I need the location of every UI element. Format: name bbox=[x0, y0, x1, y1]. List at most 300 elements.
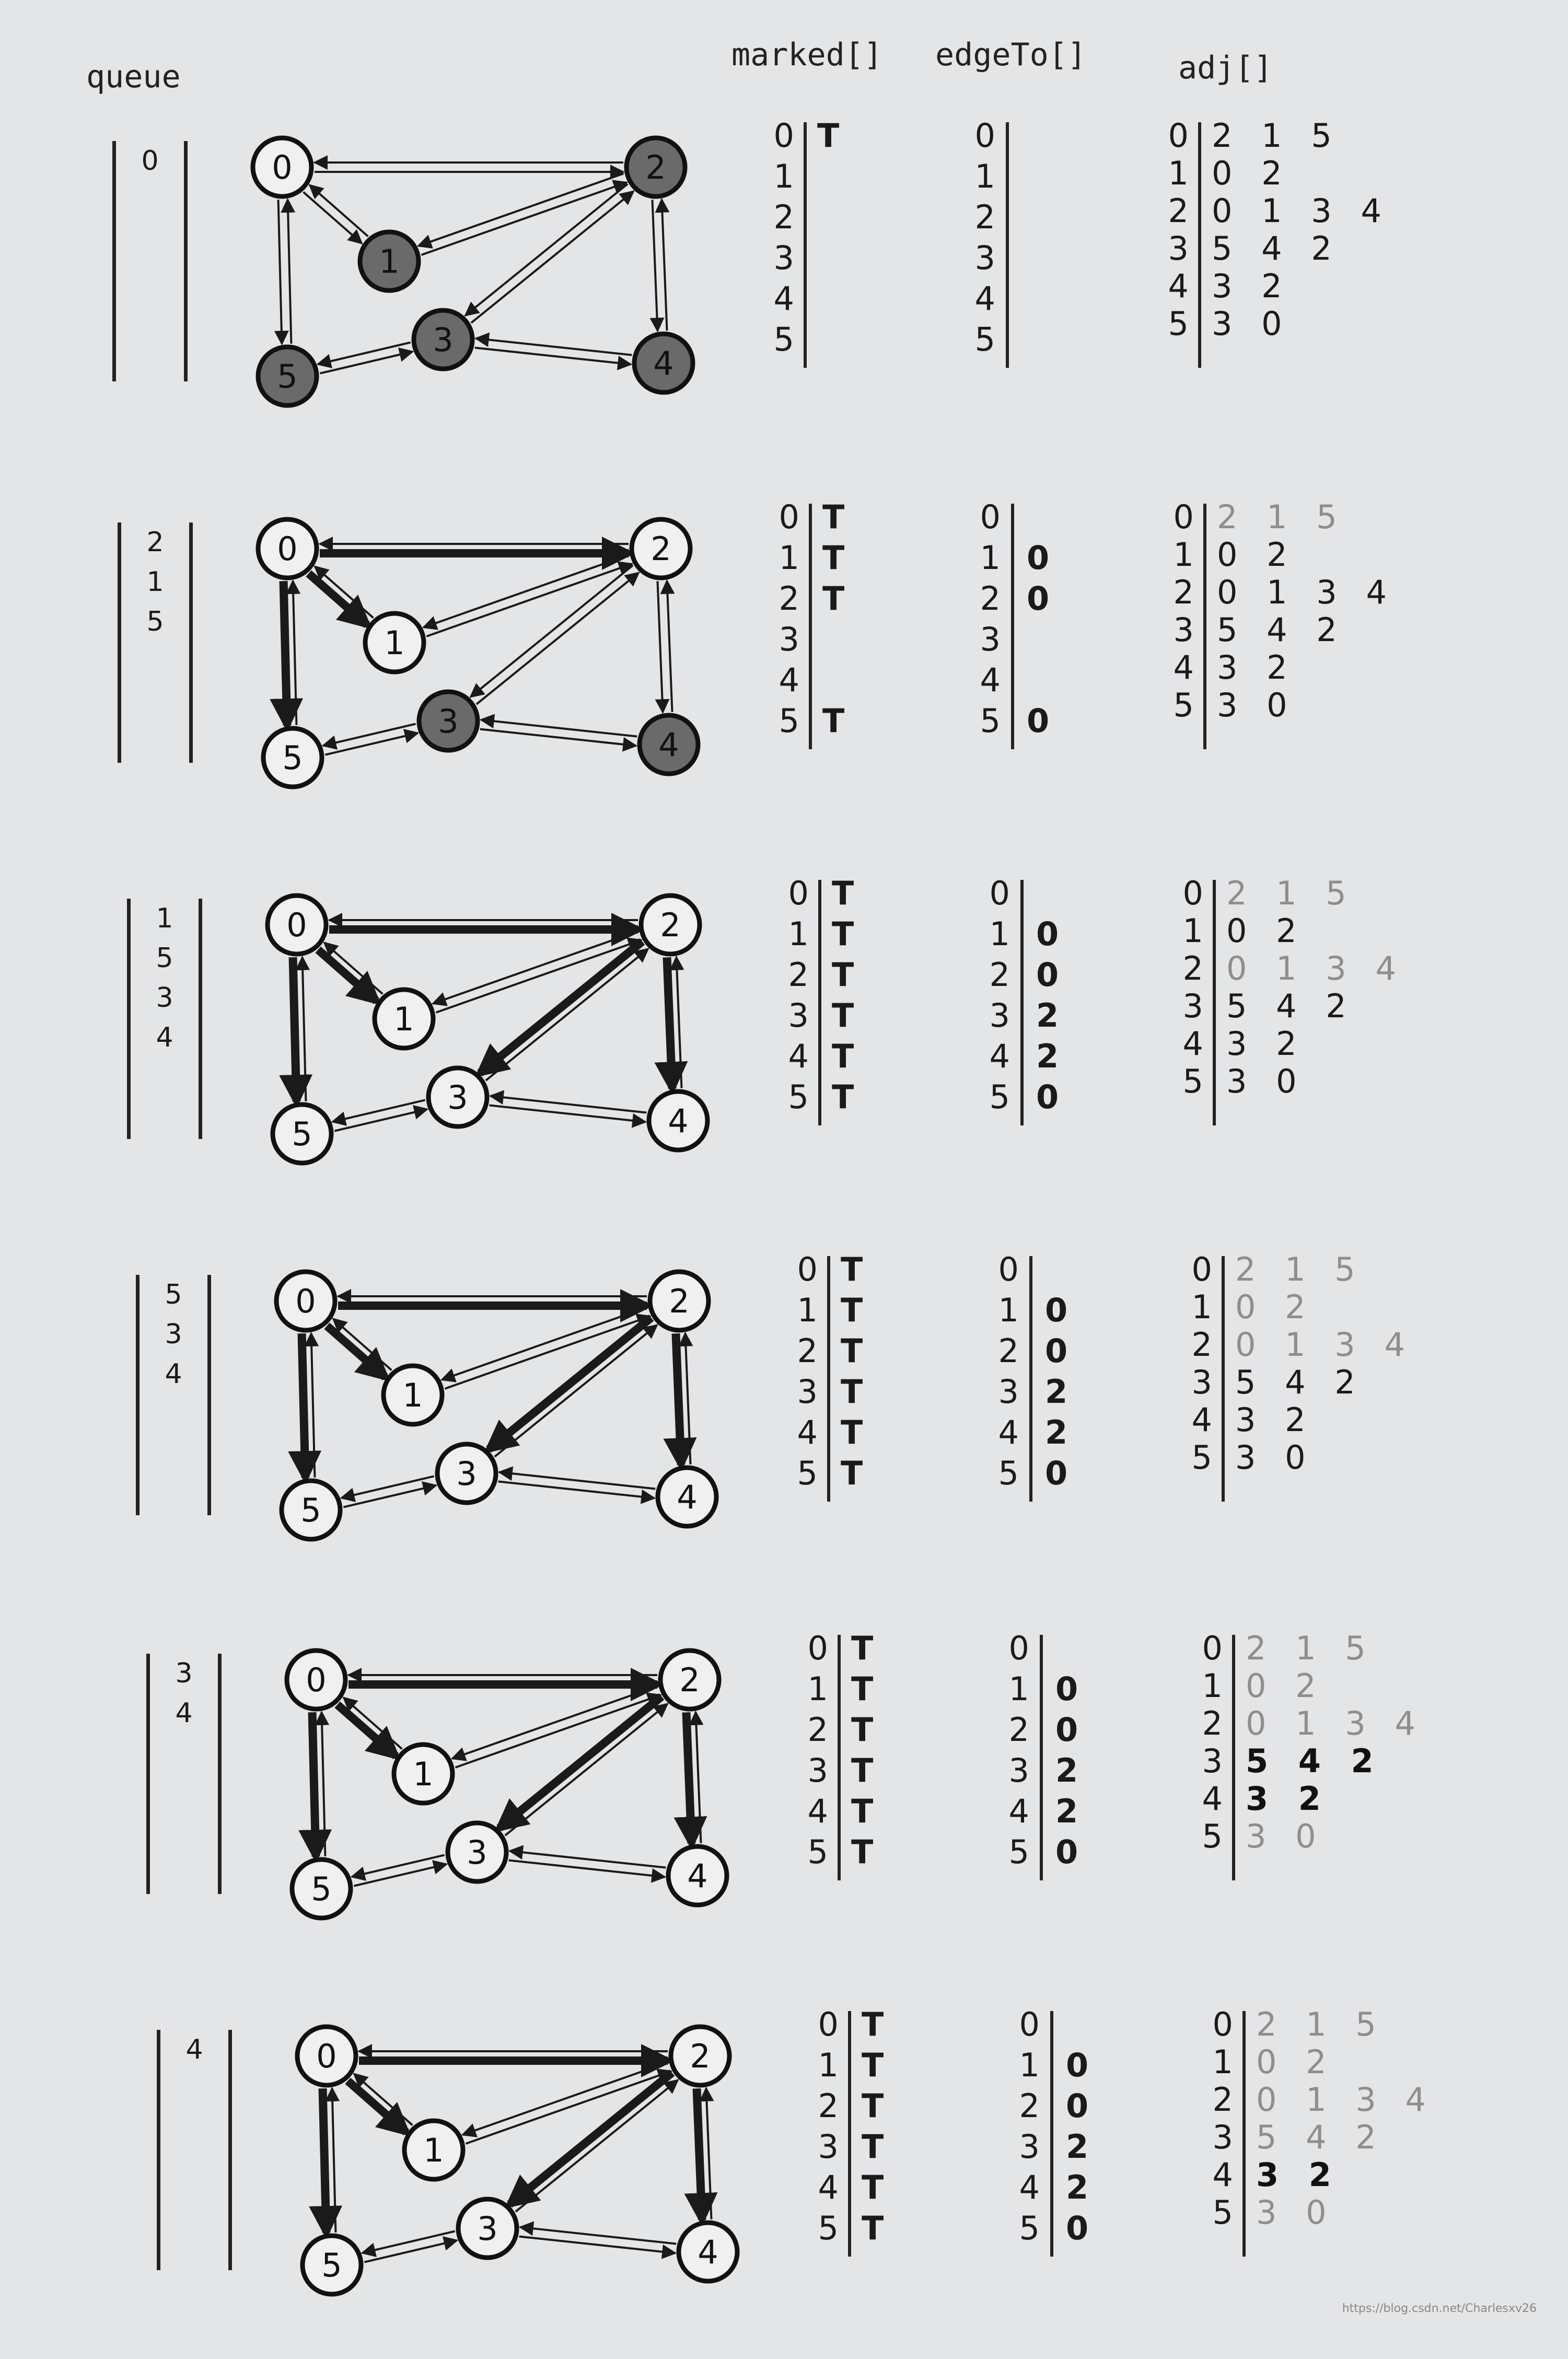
marked-row bbox=[807, 2004, 912, 2046]
row-index: 2 bbox=[773, 198, 794, 236]
edge-arrow bbox=[667, 581, 672, 712]
edgeto-value: 0 bbox=[1055, 1670, 1078, 1708]
edgeto-row bbox=[988, 1289, 1102, 1331]
marked-row bbox=[763, 278, 867, 320]
adj-list: 3 2 bbox=[1217, 648, 1297, 687]
edgeto-value: 2 bbox=[1066, 2128, 1089, 2166]
graph-node-label: 1 bbox=[379, 242, 400, 281]
edge-arrow bbox=[519, 2237, 676, 2253]
adj-list: 3 0 bbox=[1212, 305, 1292, 343]
edge-arrow bbox=[304, 192, 362, 243]
marked-value: T bbox=[862, 2209, 884, 2247]
marked-row bbox=[786, 1330, 891, 1372]
row-index: 1 bbox=[779, 539, 799, 577]
marked-value: T bbox=[862, 2087, 884, 2125]
adj-list: 0 2 bbox=[1212, 154, 1292, 192]
row-index: 5 bbox=[1202, 1817, 1223, 1855]
row-index: 3 bbox=[1191, 1363, 1212, 1401]
marked-row bbox=[763, 237, 867, 279]
edge-arrow bbox=[309, 574, 367, 625]
row-index: 5 bbox=[1008, 1833, 1029, 1871]
row-index: 3 bbox=[998, 1373, 1019, 1411]
row-index: 5 bbox=[1173, 686, 1194, 724]
marked-value: T bbox=[822, 498, 845, 536]
row-index: 0 bbox=[1212, 2005, 1233, 2043]
marked-value: T bbox=[832, 996, 854, 1035]
edge-arrow bbox=[509, 2073, 672, 2204]
adj-list: 3 0 bbox=[1235, 1438, 1315, 1477]
edge-arrow bbox=[676, 957, 681, 1088]
row-index: 5 bbox=[1168, 305, 1189, 343]
edgeto-value: 0 bbox=[1045, 1454, 1068, 1492]
adj-row bbox=[1172, 1061, 1444, 1102]
row-index: 5 bbox=[797, 1454, 818, 1492]
graph-node-label: 2 bbox=[645, 148, 666, 187]
adj-row bbox=[1163, 534, 1434, 576]
edge-arrow bbox=[322, 1712, 326, 1856]
edge-arrow bbox=[685, 1333, 690, 1465]
row-index: 2 bbox=[1182, 949, 1203, 987]
row-index: 2 bbox=[1173, 573, 1194, 611]
edge-arrow bbox=[362, 2231, 455, 2253]
edgeto-row bbox=[964, 196, 1079, 238]
edgeto-value: 0 bbox=[1036, 1078, 1059, 1116]
adj-table bbox=[1202, 2004, 1473, 2265]
edgeto-row bbox=[1008, 2044, 1123, 2086]
marked-value: T bbox=[851, 1751, 874, 1789]
edge-arrow bbox=[491, 1096, 647, 1113]
queue-item: 4 bbox=[165, 1358, 182, 1390]
adj-list: 2 1 5 bbox=[1256, 2005, 1386, 2043]
row-index: 2 bbox=[974, 198, 995, 236]
adj-list: 3 0 bbox=[1226, 1062, 1306, 1100]
edgeto-row bbox=[1008, 2085, 1123, 2127]
marked-row bbox=[786, 1249, 891, 1291]
adj-row bbox=[1172, 873, 1444, 914]
marked-row bbox=[786, 1412, 891, 1454]
edgeto-value: 2 bbox=[1055, 1751, 1078, 1789]
row-index: 1 bbox=[807, 1670, 828, 1708]
marked-value: T bbox=[841, 1250, 863, 1288]
edge-arrow bbox=[354, 1864, 446, 1886]
marked-row bbox=[807, 2044, 912, 2086]
row-index: 2 bbox=[797, 1332, 818, 1370]
row-index: 3 bbox=[980, 620, 1001, 658]
edgeto-row bbox=[998, 1709, 1113, 1751]
marked-table bbox=[797, 1628, 901, 1889]
adj-row bbox=[1191, 1778, 1463, 1820]
row-index: 4 bbox=[797, 1413, 818, 1451]
graph-node-label: 5 bbox=[292, 1115, 312, 1153]
graph-node-label: 5 bbox=[300, 1491, 321, 1529]
graph-node-label: 0 bbox=[295, 1282, 316, 1320]
adj-row bbox=[1181, 1249, 1453, 1291]
edgeto-value: 0 bbox=[1066, 2209, 1089, 2247]
graph-node-label: 2 bbox=[660, 906, 681, 944]
adj-row bbox=[1202, 2192, 1473, 2234]
edge-arrow bbox=[352, 1855, 444, 1877]
edgeto-table bbox=[988, 1249, 1102, 1510]
adj-list: 5 4 2 bbox=[1235, 1363, 1365, 1401]
marked-table bbox=[807, 2004, 912, 2265]
queue-item: 0 bbox=[141, 145, 159, 177]
adj-list: 2 1 5 bbox=[1212, 117, 1341, 155]
graph-node-label: 1 bbox=[402, 1376, 423, 1414]
marked-value: T bbox=[822, 702, 845, 740]
queue-item: 3 bbox=[156, 982, 173, 1014]
edge-arrow bbox=[338, 1705, 396, 1756]
edge-arrow bbox=[303, 957, 306, 1101]
row-index: 0 bbox=[989, 874, 1010, 912]
adj-list: 0 2 bbox=[1226, 912, 1306, 950]
row-index: 0 bbox=[974, 117, 995, 155]
marked-row bbox=[768, 578, 873, 620]
row-index: 0 bbox=[998, 1250, 1019, 1288]
queue-item: 4 bbox=[156, 1022, 173, 1053]
row-index: 0 bbox=[1173, 498, 1194, 536]
edge-arrow bbox=[490, 1106, 646, 1122]
queue-item: 5 bbox=[165, 1279, 182, 1310]
edge-arrow bbox=[499, 1696, 661, 1828]
graph-node-label: 3 bbox=[477, 2210, 498, 2248]
adj-list: 0 2 bbox=[1235, 1288, 1315, 1326]
marked-value: T bbox=[851, 1670, 874, 1708]
adj-table bbox=[1181, 1249, 1453, 1510]
adj-list: 2 1 5 bbox=[1217, 498, 1346, 536]
edgeto-row bbox=[988, 1412, 1102, 1454]
row-index: 1 bbox=[974, 157, 995, 195]
row-index: 2 bbox=[998, 1332, 1019, 1370]
adj-row bbox=[1163, 647, 1434, 689]
row-index: 2 bbox=[989, 956, 1010, 994]
edge-arrow bbox=[302, 1333, 306, 1478]
row-index: 0 bbox=[788, 874, 809, 912]
adj-row bbox=[1157, 265, 1429, 307]
edgeto-value: 0 bbox=[1066, 2046, 1089, 2084]
row-index: 0 bbox=[1202, 1629, 1223, 1667]
edge-arrow bbox=[455, 1695, 660, 1768]
row-index: 1 bbox=[1182, 912, 1203, 950]
row-index: 1 bbox=[788, 915, 809, 953]
adj-list: 3 0 bbox=[1246, 1817, 1326, 1855]
graph-node-label: 0 bbox=[316, 2037, 337, 2075]
adj-list: 0 1 3 4 bbox=[1212, 192, 1391, 230]
graph-node-label: 3 bbox=[438, 702, 459, 740]
edge-arrow bbox=[466, 2071, 671, 2144]
row-index: 0 bbox=[1168, 117, 1189, 155]
marked-row bbox=[797, 1750, 901, 1792]
queue-item: 5 bbox=[146, 606, 164, 637]
edgeto-value: 2 bbox=[1045, 1373, 1068, 1411]
graph-diagram bbox=[44, 1904, 718, 2284]
edgeto-value: 2 bbox=[1055, 1792, 1078, 1830]
adj-row bbox=[1202, 2117, 1473, 2158]
marked-value: T bbox=[851, 1792, 874, 1830]
edge-arrow bbox=[364, 2240, 457, 2262]
marked-row bbox=[768, 659, 873, 701]
row-index: 1 bbox=[1173, 536, 1194, 574]
adj-list: 0 2 bbox=[1246, 1667, 1326, 1705]
adj-row bbox=[1163, 609, 1434, 651]
edge-arrow bbox=[421, 182, 626, 255]
edgeto-row bbox=[988, 1371, 1102, 1413]
graph-node-label: 2 bbox=[669, 1282, 690, 1320]
edgeto-row bbox=[979, 913, 1094, 955]
adj-list: 3 2 bbox=[1246, 1780, 1330, 1818]
edge-arrow bbox=[489, 1318, 651, 1449]
marked-value: T bbox=[851, 1711, 874, 1749]
graph-node-label: 0 bbox=[286, 906, 307, 944]
edge-arrow bbox=[495, 1325, 657, 1457]
adj-row bbox=[1191, 1665, 1463, 1707]
edgeto-value: 2 bbox=[1045, 1413, 1068, 1451]
adj-row bbox=[1157, 190, 1429, 232]
marked-value: T bbox=[841, 1332, 863, 1370]
marked-row bbox=[807, 2207, 912, 2249]
marked-row bbox=[797, 1668, 901, 1710]
adj-list: 2 1 5 bbox=[1246, 1629, 1375, 1667]
edgeto-row bbox=[1008, 2167, 1123, 2209]
edge-arrow bbox=[423, 555, 629, 627]
marked-row bbox=[807, 2167, 912, 2209]
row-index: 1 bbox=[1019, 2046, 1040, 2084]
row-index: 2 bbox=[807, 1711, 828, 1749]
graph-node-label: 5 bbox=[311, 1870, 332, 1908]
marked-header: marked[] bbox=[731, 37, 882, 73]
edge-arrow bbox=[312, 1712, 316, 1856]
edgeto-row bbox=[1008, 2207, 1123, 2249]
graph-node-label: 5 bbox=[321, 2246, 342, 2284]
adj-row bbox=[1181, 1399, 1453, 1441]
bfs-step bbox=[0, 1993, 1568, 2359]
row-index: 4 bbox=[1212, 2156, 1233, 2194]
edge-arrow bbox=[510, 1851, 666, 1868]
row-index: 4 bbox=[989, 1037, 1010, 1075]
adj-row bbox=[1157, 153, 1429, 194]
edgeto-row bbox=[1008, 2004, 1123, 2046]
graph-diagram bbox=[0, 16, 674, 396]
adj-row bbox=[1202, 2079, 1473, 2121]
edge-arrow bbox=[509, 1861, 665, 1877]
edgeto-row bbox=[998, 1791, 1113, 1832]
row-index: 0 bbox=[1019, 2005, 1040, 2043]
queue-item: 2 bbox=[146, 527, 164, 558]
queue-item: 4 bbox=[185, 2034, 203, 2065]
graph-node-label: 2 bbox=[690, 2037, 711, 2075]
edgeto-row bbox=[979, 873, 1094, 914]
marked-row bbox=[777, 913, 882, 955]
edgeto-row bbox=[969, 578, 1084, 620]
row-index: 3 bbox=[1212, 2118, 1233, 2156]
marked-row bbox=[768, 496, 873, 538]
row-index: 2 bbox=[779, 579, 799, 618]
edgeto-row bbox=[998, 1831, 1113, 1873]
graph-node-label: 4 bbox=[698, 2233, 718, 2271]
adj-row bbox=[1202, 2154, 1473, 2196]
row-index: 1 bbox=[1212, 2043, 1233, 2081]
adj-row bbox=[1163, 684, 1434, 726]
adj-row bbox=[1163, 496, 1434, 538]
row-index: 0 bbox=[797, 1250, 818, 1288]
edgeto-table bbox=[969, 496, 1084, 758]
graph-diagram bbox=[34, 1528, 708, 1908]
edge-arrow bbox=[332, 2088, 336, 2233]
edgeto-row bbox=[969, 619, 1084, 660]
marked-value: T bbox=[862, 2168, 884, 2206]
adj-row bbox=[1172, 948, 1444, 990]
edgeto-value: 0 bbox=[1036, 915, 1059, 953]
row-index: 1 bbox=[797, 1291, 818, 1329]
marked-row bbox=[763, 115, 867, 157]
edgeto-value: 0 bbox=[1055, 1833, 1078, 1871]
graph-node-label: 3 bbox=[433, 321, 454, 359]
adj-row bbox=[1202, 2004, 1473, 2046]
adj-list: 5 4 2 bbox=[1212, 229, 1341, 268]
edge-arrow bbox=[667, 957, 672, 1088]
edge-arrow bbox=[293, 957, 297, 1101]
row-index: 3 bbox=[1202, 1742, 1223, 1780]
row-index: 4 bbox=[1202, 1780, 1223, 1818]
marked-value: T bbox=[862, 2005, 884, 2043]
row-index: 0 bbox=[818, 2005, 839, 2043]
marked-row bbox=[786, 1452, 891, 1494]
queue-item: 4 bbox=[175, 1698, 193, 1729]
edgeto-header: edgeTo[] bbox=[935, 37, 1086, 73]
adj-list: 2 1 5 bbox=[1235, 1250, 1365, 1288]
queue-item: 1 bbox=[146, 566, 164, 598]
graph-diagram bbox=[24, 1149, 698, 1529]
graph-node-label: 4 bbox=[677, 1478, 698, 1516]
edgeto-value: 0 bbox=[1027, 539, 1050, 577]
queue-item: 3 bbox=[175, 1658, 193, 1689]
edgeto-row bbox=[964, 319, 1079, 361]
row-index: 0 bbox=[779, 498, 799, 536]
marked-value: T bbox=[817, 117, 840, 155]
adj-list: 3 0 bbox=[1256, 2193, 1336, 2232]
adj-list: 5 4 2 bbox=[1217, 611, 1346, 649]
marked-value: T bbox=[851, 1833, 874, 1871]
edgeto-row bbox=[964, 237, 1079, 279]
marked-row bbox=[768, 700, 873, 742]
edge-arrow bbox=[445, 1316, 650, 1389]
row-index: 1 bbox=[818, 2046, 839, 2084]
row-index: 3 bbox=[1173, 611, 1194, 649]
row-index: 3 bbox=[797, 1373, 818, 1411]
row-index: 4 bbox=[818, 2168, 839, 2206]
edge-arrow bbox=[480, 729, 636, 746]
marked-value: T bbox=[822, 579, 845, 618]
row-index: 5 bbox=[1182, 1062, 1203, 1100]
edge-arrow bbox=[470, 565, 633, 697]
marked-value: T bbox=[832, 1037, 854, 1075]
edge-arrow bbox=[348, 2081, 406, 2132]
row-index: 5 bbox=[818, 2209, 839, 2247]
edgeto-row bbox=[998, 1750, 1113, 1792]
marked-row bbox=[807, 2126, 912, 2168]
edgeto-table bbox=[979, 873, 1094, 1134]
edgeto-value: 2 bbox=[1036, 1037, 1059, 1075]
edge-arrow bbox=[318, 342, 410, 364]
row-index: 3 bbox=[779, 620, 799, 658]
row-index: 2 bbox=[1202, 1704, 1223, 1742]
row-index: 5 bbox=[1191, 1438, 1212, 1477]
adj-list: 3 2 bbox=[1212, 267, 1292, 305]
adj-row bbox=[1202, 2041, 1473, 2083]
adj-row bbox=[1157, 303, 1429, 345]
edge-arrow bbox=[436, 940, 641, 1013]
marked-row bbox=[786, 1371, 891, 1413]
row-index: 2 bbox=[1168, 192, 1189, 230]
row-index: 5 bbox=[807, 1833, 828, 1871]
marked-row bbox=[768, 537, 873, 579]
graph-node-label: 4 bbox=[668, 1102, 689, 1140]
row-index: 3 bbox=[1019, 2128, 1040, 2166]
edge-arrow bbox=[476, 339, 632, 355]
edge-arrow bbox=[498, 1482, 655, 1498]
queue-item: 1 bbox=[156, 903, 173, 934]
marked-row bbox=[797, 1831, 901, 1873]
adj-row bbox=[1172, 1023, 1444, 1065]
row-index: 1 bbox=[998, 1291, 1019, 1329]
marked-value: T bbox=[822, 539, 845, 577]
row-index: 5 bbox=[989, 1078, 1010, 1116]
edgeto-value: 0 bbox=[1055, 1711, 1078, 1749]
edge-arrow bbox=[343, 1485, 436, 1507]
edgeto-row bbox=[969, 659, 1084, 701]
edgeto-value: 0 bbox=[1036, 956, 1059, 994]
row-index: 5 bbox=[1212, 2193, 1233, 2232]
row-index: 4 bbox=[807, 1792, 828, 1830]
edgeto-table bbox=[964, 115, 1079, 376]
edgeto-row bbox=[979, 954, 1094, 996]
edge-arrow bbox=[661, 200, 667, 331]
marked-value: T bbox=[841, 1291, 863, 1329]
edge-arrow bbox=[318, 950, 377, 1001]
adj-row bbox=[1191, 1816, 1463, 1857]
edgeto-table bbox=[1008, 2004, 1123, 2265]
row-index: 5 bbox=[1019, 2209, 1040, 2247]
marked-row bbox=[763, 196, 867, 238]
edgeto-value: 0 bbox=[1027, 579, 1050, 618]
marked-table bbox=[768, 496, 873, 758]
marked-value: T bbox=[841, 1454, 863, 1492]
edgeto-value: 0 bbox=[1045, 1291, 1068, 1329]
edge-arrow bbox=[657, 581, 663, 712]
edge-arrow bbox=[288, 200, 292, 344]
queue-header: queue bbox=[86, 59, 181, 95]
edge-arrow bbox=[500, 1472, 656, 1489]
edgeto-row bbox=[998, 1668, 1113, 1710]
row-index: 2 bbox=[818, 2087, 839, 2125]
adj-table bbox=[1172, 873, 1444, 1134]
marked-row bbox=[777, 1036, 882, 1077]
graph-node-label: 1 bbox=[393, 1000, 414, 1038]
edge-arrow bbox=[327, 1326, 386, 1377]
edge-arrow bbox=[480, 942, 642, 1073]
adj-row bbox=[1163, 572, 1434, 613]
row-index: 0 bbox=[980, 498, 1001, 536]
marked-table bbox=[763, 115, 867, 376]
row-index: 4 bbox=[773, 280, 794, 318]
edge-arrow bbox=[332, 1100, 425, 1122]
row-index: 4 bbox=[1168, 267, 1189, 305]
row-index: 4 bbox=[788, 1037, 809, 1075]
adj-header: adj[] bbox=[1178, 50, 1273, 86]
marked-value: T bbox=[862, 2046, 884, 2084]
row-index: 5 bbox=[773, 320, 794, 358]
edgeto-row bbox=[988, 1249, 1102, 1291]
marked-row bbox=[777, 954, 882, 996]
